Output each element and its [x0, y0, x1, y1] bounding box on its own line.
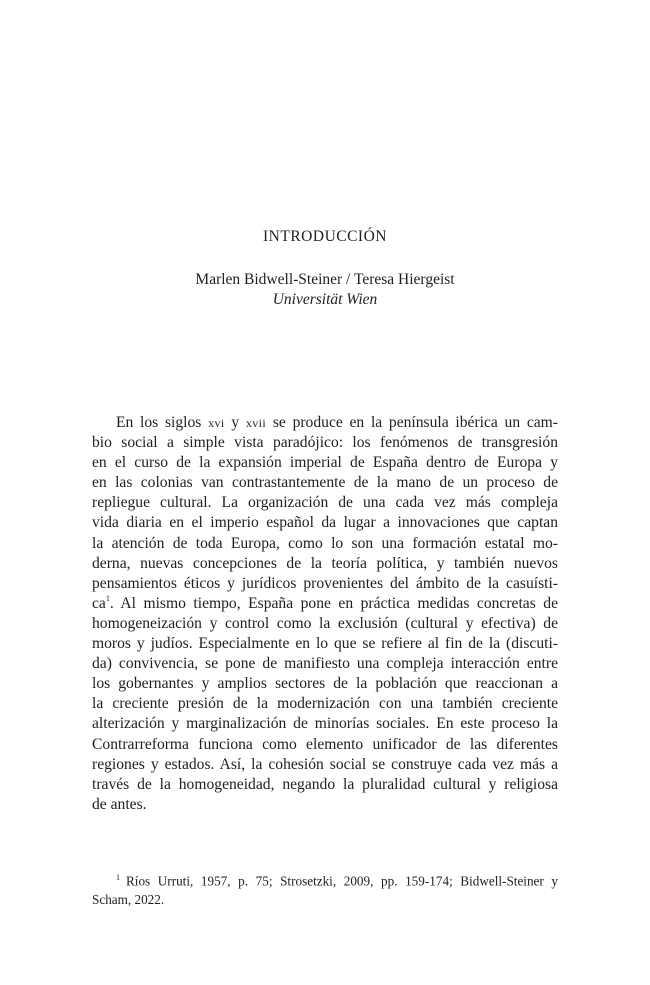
text-run: se produce en la península ibérica un cam-	[266, 414, 559, 431]
text-run: . Al mismo tiempo, España pone en práctica medidas concretas de	[109, 594, 558, 612]
paragraph-line: pensamientos éticos y jurídicos provenientes del ámbito de la casuísti-	[92, 574, 558, 592]
paragraph-line: regiones y estados. Así, la cohesión social se construye cada vez más a	[92, 755, 558, 773]
text-run: Ríos Urruti, 1957, p. 75; Strosetzki, 2009, pp. 159-174; Bidwell-Steiner y	[126, 873, 558, 889]
chapter-title: INTRODUCCIÓN	[263, 228, 387, 245]
body-paragraph	[92, 413, 558, 815]
paragraph-line: vida diaria en el imperio español da lugar a innovaciones que captan	[92, 514, 558, 532]
text-run: ca	[92, 594, 106, 612]
century-numeral: xvi	[208, 416, 225, 430]
author-affiliation: Universität Wien	[272, 291, 378, 308]
paragraph-line: de antes.	[92, 795, 147, 813]
paragraph-line: alterización y marginalización de minorías sociales. En este proceso la	[92, 715, 558, 733]
author-block	[0, 270, 650, 310]
footnote	[92, 868, 558, 909]
text-run: y	[224, 414, 246, 431]
paragraph-line: en las colonias van contrastantemente de la mano de un proceso de	[92, 474, 558, 492]
paragraph-line: la creciente presión de la modernización con una también creciente	[92, 695, 558, 713]
paragraph-line: bio social a simple vista paradójico: los fenómenos de transgresión	[92, 434, 558, 452]
paragraph-line	[92, 413, 558, 433]
footnote-mark: 1	[116, 873, 120, 882]
paragraph-line: homogeneización y control como la exclusión (cultural y efectiva) de	[92, 614, 558, 632]
paragraph-line: la atención de toda Europa, como lo son una formación estatal mo-	[92, 534, 558, 552]
footnote-reference[interactable]: 1	[105, 593, 110, 603]
paragraph-line: derna, nuevas concepciones de la teoría política, y también nuevos	[92, 554, 558, 572]
paragraph-line: en el curso de la expansión imperial de España dentro de Europa y	[92, 454, 558, 472]
paragraph-line	[92, 594, 558, 614]
paragraph-line: los gobernantes y amplios sectores de la población que reaccionan a	[92, 675, 558, 693]
paragraph-line: Contrarreforma funciona como elemento unificador de las diferentes	[92, 735, 558, 753]
paragraph-line: moros y judíos. Especialmente en lo que se refiere al fin de la (discuti-	[92, 635, 558, 653]
paragraph-line: través de la homogeneidad, negando la pluralidad cultural y religiosa	[92, 775, 558, 793]
paragraph-line: da) convivencia, se pone de manifiesto una compleja interacción entre	[92, 655, 558, 673]
footnote-line	[92, 868, 558, 890]
century-numeral: xvii	[245, 416, 267, 430]
footnote-line: Scham, 2022.	[92, 892, 165, 908]
text-run: En los siglos	[116, 414, 209, 431]
paragraph-line: repliegue cultural. La organización de una cada vez más compleja	[92, 494, 558, 512]
author-names: Marlen Bidwell-Steiner / Teresa Hiergeist	[195, 271, 455, 288]
